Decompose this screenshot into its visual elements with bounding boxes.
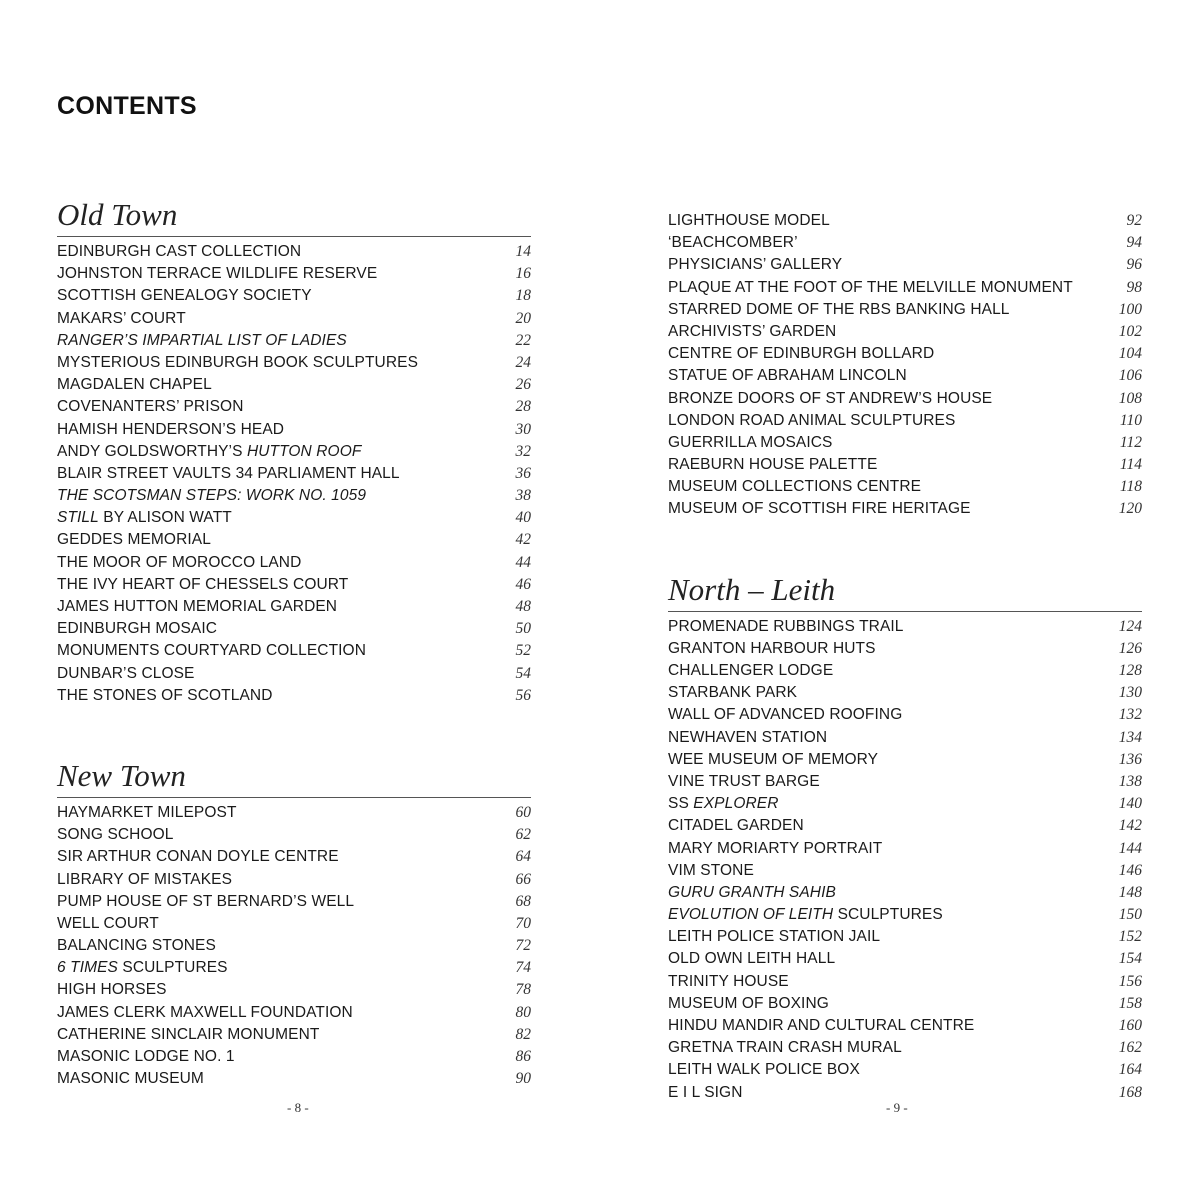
entry-title-text: STILL bbox=[57, 509, 99, 527]
entry-title-text: PLAQUE AT THE FOOT OF THE MELVILLE MONUMENT bbox=[668, 278, 1073, 296]
entry-page-number: 156 bbox=[1118, 972, 1142, 990]
toc-entry[interactable] bbox=[668, 771, 1142, 793]
entry-page-number: 134 bbox=[1118, 728, 1142, 746]
entry-page-number: 28 bbox=[515, 398, 531, 416]
toc-entry[interactable] bbox=[57, 374, 531, 396]
toc-entry[interactable] bbox=[57, 596, 531, 618]
entry-title bbox=[668, 638, 876, 660]
toc-entry[interactable] bbox=[57, 241, 531, 263]
toc-entry[interactable] bbox=[668, 838, 1142, 860]
entry-title bbox=[668, 838, 882, 860]
entry-title-text: WELL COURT bbox=[57, 914, 159, 932]
entry-title-text: THE IVY HEART OF CHESSELS COURT bbox=[57, 575, 349, 593]
toc-entry[interactable] bbox=[668, 343, 1142, 365]
entry-title bbox=[57, 285, 312, 307]
entry-title bbox=[668, 971, 789, 993]
toc-entry[interactable] bbox=[57, 263, 531, 285]
entry-title bbox=[668, 1082, 743, 1104]
entry-title-text: GUERRILLA MOSAICS bbox=[668, 433, 833, 451]
entry-title-text: GRANTON HARBOUR HUTS bbox=[668, 639, 876, 657]
toc-entry[interactable] bbox=[668, 904, 1142, 926]
entry-title bbox=[668, 682, 797, 704]
entry-title bbox=[57, 802, 237, 824]
entry-page-number: 94 bbox=[1126, 234, 1142, 252]
entry-title bbox=[668, 1015, 974, 1037]
entry-title bbox=[668, 365, 907, 387]
toc-entry[interactable] bbox=[57, 935, 531, 957]
entry-title bbox=[668, 232, 798, 254]
entry-title bbox=[668, 948, 835, 970]
entry-page-number: 168 bbox=[1118, 1083, 1142, 1101]
entry-page-number: 54 bbox=[515, 664, 531, 682]
entry-title-text: HINDU MANDIR AND CULTURAL CENTRE bbox=[668, 1017, 975, 1034]
entry-page-number: 38 bbox=[515, 487, 531, 505]
entry-title-text: MASONIC LODGE NO. 1 bbox=[57, 1048, 235, 1065]
entry-title bbox=[57, 463, 400, 485]
toc-entry[interactable] bbox=[57, 485, 531, 507]
entry-title-text: GURU GRANTH SAHIB bbox=[668, 883, 836, 901]
entry-title-text: ARCHIVISTS’ GARDEN bbox=[668, 322, 837, 340]
entry-title bbox=[57, 913, 159, 935]
entry-title bbox=[668, 860, 754, 882]
entry-title-text: THE MOOR OF MOROCCO LAND bbox=[57, 553, 302, 571]
entry-title bbox=[57, 869, 232, 891]
entry-page-number: 154 bbox=[1118, 950, 1142, 968]
entry-title-text: PROMENADE RUBBINGS TRAIL bbox=[668, 617, 904, 635]
toc-entry[interactable] bbox=[668, 388, 1142, 410]
entry-title bbox=[668, 321, 836, 343]
entry-page-number: 132 bbox=[1118, 706, 1142, 724]
entry-title-text: LEITH WALK POLICE BOX bbox=[668, 1061, 860, 1079]
entry-title bbox=[668, 343, 934, 365]
entry-title-text: JOHNSTON TERRACE WILDLIFE RESERVE bbox=[57, 265, 378, 283]
entry-title-text: MAGDALEN CHAPEL bbox=[57, 376, 212, 394]
entry-title bbox=[57, 485, 366, 507]
entry-title bbox=[668, 454, 877, 476]
toc-entry[interactable] bbox=[57, 1024, 531, 1046]
entry-title bbox=[668, 432, 833, 454]
entry-title-text: MARY MORIARTY PORTRAIT bbox=[668, 839, 883, 857]
entry-title bbox=[668, 1059, 860, 1081]
entry-page-number: 108 bbox=[1118, 389, 1142, 407]
entry-title bbox=[668, 727, 827, 749]
entry-title bbox=[668, 476, 921, 498]
toc-entry[interactable] bbox=[668, 1015, 1142, 1037]
toc-entry[interactable] bbox=[668, 476, 1142, 498]
entry-title bbox=[57, 596, 337, 618]
toc-entry[interactable] bbox=[57, 891, 531, 913]
entry-page-number: 106 bbox=[1118, 367, 1142, 385]
entry-page-number: 136 bbox=[1118, 750, 1142, 768]
entry-page-number: 48 bbox=[515, 598, 531, 615]
toc-entry[interactable] bbox=[668, 704, 1142, 726]
toc-entry[interactable] bbox=[668, 299, 1142, 321]
entry-title-text: MAKARS’ COURT bbox=[57, 309, 186, 327]
entry-title-text: SCULPTURES bbox=[833, 906, 943, 924]
toc-section bbox=[668, 210, 1142, 521]
entry-title bbox=[668, 904, 943, 926]
entry-page-number: 118 bbox=[1119, 478, 1142, 496]
toc-entry[interactable] bbox=[57, 552, 531, 574]
entry-title-text: BRONZE DOORS OF ST ANDREW’S HOUSE bbox=[668, 389, 993, 407]
toc-entry[interactable] bbox=[668, 410, 1142, 432]
toc-entry[interactable] bbox=[668, 432, 1142, 454]
toc-entry[interactable] bbox=[668, 232, 1142, 254]
entry-title-text: EXPLORER bbox=[693, 795, 779, 813]
entry-page-number: 164 bbox=[1118, 1061, 1142, 1079]
entry-title bbox=[57, 441, 361, 463]
entry-title-text: STATUE OF ABRAHAM LINCOLN bbox=[668, 367, 907, 385]
entry-title-text: 6 TIMES bbox=[57, 959, 118, 977]
entry-title-text: MUSEUM COLLECTIONS CENTRE bbox=[668, 478, 922, 496]
section-title: Old Town bbox=[57, 196, 531, 237]
entry-title bbox=[668, 926, 880, 948]
entry-title-text: LIBRARY OF MISTAKES bbox=[57, 870, 233, 888]
entry-title bbox=[57, 507, 232, 529]
entry-title-text: SIR ARTHUR CONAN DOYLE CENTRE bbox=[57, 848, 339, 866]
entry-title-text: BY ALISON WATT bbox=[98, 509, 232, 527]
entry-page-number: 140 bbox=[1118, 795, 1142, 813]
toc-section bbox=[57, 757, 531, 1090]
entry-title-text: MYSTERIOUS EDINBURGH BOOK SCULPTURES bbox=[57, 353, 419, 371]
entry-title bbox=[668, 749, 878, 771]
toc-entry[interactable] bbox=[57, 824, 531, 846]
entry-page-number: 72 bbox=[515, 937, 531, 955]
entry-title-text: MONUMENTS COURTYARD COLLECTION bbox=[57, 642, 367, 660]
toc-entry[interactable] bbox=[57, 308, 531, 330]
entry-page-number: 102 bbox=[1118, 322, 1142, 340]
toc-entry[interactable] bbox=[668, 660, 1142, 682]
entry-title bbox=[668, 388, 992, 410]
toc-entry[interactable] bbox=[668, 365, 1142, 387]
entry-title-text: SONG SCHOOL bbox=[57, 826, 174, 844]
entry-title-text: STARRED DOME OF THE RBS BANKING HALL bbox=[668, 300, 1010, 318]
entry-title-text: ANDY GOLDSWORTHY’S bbox=[57, 442, 247, 460]
toc-entry[interactable] bbox=[57, 913, 531, 935]
entry-title bbox=[57, 374, 212, 396]
entry-page-number: 64 bbox=[515, 848, 531, 866]
entry-title bbox=[57, 846, 339, 868]
entry-page-number: 90 bbox=[515, 1070, 531, 1088]
entry-title-text: VINE TRUST BARGE bbox=[668, 772, 820, 790]
entry-title-text: DUNBAR’S CLOSE bbox=[57, 664, 195, 682]
entry-page-number: 68 bbox=[515, 892, 531, 910]
entry-page-number: 18 bbox=[515, 287, 531, 305]
entry-title bbox=[57, 529, 211, 551]
toc-entry[interactable] bbox=[668, 971, 1142, 993]
toc-entry[interactable] bbox=[57, 529, 531, 551]
toc-entry[interactable] bbox=[668, 993, 1142, 1015]
entry-page-number: 36 bbox=[515, 464, 531, 482]
entry-page-number: 60 bbox=[515, 803, 531, 821]
entry-page-number: 120 bbox=[1118, 500, 1142, 518]
toc-entry[interactable] bbox=[57, 396, 531, 418]
page-number-left: - 8 - bbox=[287, 1100, 309, 1115]
entry-title bbox=[57, 891, 354, 913]
toc-entry[interactable] bbox=[57, 846, 531, 868]
entry-title bbox=[668, 993, 829, 1015]
toc-entry[interactable] bbox=[57, 352, 531, 374]
entry-title bbox=[668, 704, 902, 726]
entry-title-text: MASONIC MUSEUM bbox=[57, 1070, 204, 1088]
toc-entry[interactable] bbox=[668, 926, 1142, 948]
toc-entry[interactable] bbox=[57, 957, 531, 979]
entry-page-number: 86 bbox=[515, 1048, 531, 1065]
entry-page-number: 98 bbox=[1126, 278, 1142, 296]
entry-title-text: ‘BEACHCOMBER’ bbox=[668, 234, 798, 252]
entry-page-number: 148 bbox=[1118, 883, 1142, 901]
entry-page-number: 22 bbox=[515, 331, 531, 349]
entry-title-text: CENTRE OF EDINBURGH BOLLARD bbox=[668, 345, 935, 363]
entry-title bbox=[57, 419, 284, 441]
entry-page-number: 160 bbox=[1118, 1017, 1142, 1034]
toc-entry[interactable] bbox=[57, 330, 531, 352]
entry-title bbox=[57, 1002, 353, 1024]
toc-entry[interactable] bbox=[668, 321, 1142, 343]
entry-title-text: GEDDES MEMORIAL bbox=[57, 531, 211, 549]
entry-title-text: HAMISH HENDERSON’S HEAD bbox=[57, 420, 285, 438]
entry-title bbox=[57, 241, 301, 263]
toc-entry[interactable] bbox=[668, 815, 1142, 837]
entry-title-text: PUMP HOUSE OF ST BERNARD’S WELL bbox=[57, 892, 355, 910]
entry-page-number: 78 bbox=[515, 981, 531, 999]
toc-entry[interactable] bbox=[668, 749, 1142, 771]
toc-entry[interactable] bbox=[57, 1068, 531, 1090]
entry-title-text: SCULPTURES bbox=[118, 959, 228, 977]
entry-title-text: MUSEUM OF BOXING bbox=[668, 994, 829, 1012]
entry-page-number: 142 bbox=[1118, 817, 1142, 835]
toc-entry[interactable] bbox=[668, 727, 1142, 749]
toc-section bbox=[57, 196, 531, 707]
entry-title bbox=[668, 882, 836, 904]
entry-page-number: 130 bbox=[1118, 684, 1142, 702]
entry-title bbox=[57, 685, 273, 707]
entry-page-number: 104 bbox=[1118, 345, 1142, 363]
entry-page-number: 30 bbox=[515, 420, 531, 438]
toc-entry[interactable] bbox=[57, 869, 531, 891]
toc-entry[interactable] bbox=[668, 277, 1142, 299]
entry-title bbox=[668, 254, 842, 276]
entry-page-number: 96 bbox=[1126, 256, 1142, 274]
entry-page-number: 16 bbox=[515, 265, 531, 283]
entry-title-text: THE STONES OF SCOTLAND bbox=[57, 686, 273, 704]
entry-page-number: 52 bbox=[515, 642, 531, 660]
entry-title-text: WALL OF ADVANCED ROOFING bbox=[668, 706, 903, 724]
entry-title bbox=[668, 210, 830, 232]
entry-title-text: EDINBURGH MOSAIC bbox=[57, 620, 218, 638]
section-title: North – Leith bbox=[668, 571, 1142, 612]
entry-title-text: BLAIR STREET VAULTS 34 PARLIAMENT HALL bbox=[57, 464, 400, 482]
right-column bbox=[668, 210, 1142, 1154]
toc-entry[interactable] bbox=[57, 574, 531, 596]
entry-page-number: 46 bbox=[515, 575, 531, 593]
toc-entry[interactable] bbox=[668, 210, 1142, 232]
entry-title bbox=[57, 263, 377, 285]
entry-title-text: LEITH POLICE STATION JAIL bbox=[668, 928, 881, 946]
toc-entry[interactable] bbox=[57, 979, 531, 1001]
entry-page-number: 62 bbox=[515, 826, 531, 844]
toc-entry[interactable] bbox=[57, 640, 531, 662]
entry-title-text: RAEBURN HOUSE PALETTE bbox=[668, 456, 878, 474]
toc-entry[interactable] bbox=[668, 616, 1142, 638]
entry-title-text: GRETNA TRAIN CRASH MURAL bbox=[668, 1039, 902, 1057]
entry-page-number: 138 bbox=[1118, 772, 1142, 790]
entry-title-text: VIM STONE bbox=[668, 861, 754, 879]
entry-title bbox=[57, 574, 348, 596]
entry-title bbox=[57, 396, 244, 418]
entry-page-number: 158 bbox=[1118, 994, 1142, 1012]
entry-page-number: 66 bbox=[515, 870, 531, 888]
entry-title-text: EDINBURGH CAST COLLECTION bbox=[57, 243, 302, 260]
entry-title bbox=[668, 616, 904, 638]
entry-title bbox=[668, 299, 1010, 321]
entry-title bbox=[668, 793, 779, 815]
entry-title-text: LIGHTHOUSE MODEL bbox=[668, 212, 830, 229]
entry-title bbox=[668, 1037, 902, 1059]
entry-title bbox=[57, 1046, 235, 1068]
entry-page-number: 110 bbox=[1119, 411, 1142, 429]
entry-title-text: SCOTTISH GENEALOGY SOCIETY bbox=[57, 287, 312, 305]
toc-entry[interactable] bbox=[57, 1046, 531, 1068]
entry-title-text: SS bbox=[668, 795, 694, 813]
entry-title-text: JAMES CLERK MAXWELL FOUNDATION bbox=[57, 1003, 353, 1021]
entry-title bbox=[57, 552, 301, 574]
entry-title bbox=[668, 277, 1073, 299]
toc-entry[interactable] bbox=[57, 1002, 531, 1024]
toc-entry[interactable] bbox=[668, 682, 1142, 704]
toc-entry[interactable] bbox=[668, 454, 1142, 476]
toc-section bbox=[668, 571, 1142, 1104]
section-title: New Town bbox=[57, 757, 531, 798]
entry-page-number: 92 bbox=[1126, 212, 1142, 229]
entry-title-text: CHALLENGER LODGE bbox=[668, 662, 834, 679]
entry-title-text: THE SCOTSMAN STEPS: WORK NO. 1059 bbox=[57, 487, 367, 505]
entry-title bbox=[668, 815, 804, 837]
entry-page-number: 70 bbox=[515, 914, 531, 932]
entry-page-number: 42 bbox=[515, 531, 531, 549]
entry-title bbox=[57, 640, 366, 662]
contents-heading: CONTENTS bbox=[57, 92, 197, 120]
entry-title-text: NEWHAVEN STATION bbox=[668, 728, 828, 746]
entry-title bbox=[57, 957, 228, 979]
left-column bbox=[57, 196, 531, 1140]
entry-title bbox=[668, 498, 971, 520]
entry-title-text: E I L SIGN bbox=[668, 1083, 743, 1101]
entry-page-number: 82 bbox=[515, 1025, 531, 1043]
entry-page-number: 50 bbox=[515, 620, 531, 638]
entry-title-text: STARBANK PARK bbox=[668, 684, 798, 702]
entry-title-text: HUTTON ROOF bbox=[246, 442, 362, 460]
entry-title-text: PHYSICIANS’ GALLERY bbox=[668, 256, 843, 274]
entry-page-number: 114 bbox=[1119, 456, 1142, 474]
entry-page-number: 126 bbox=[1118, 639, 1142, 657]
entry-page-number: 32 bbox=[515, 442, 531, 460]
entry-title bbox=[57, 979, 167, 1001]
entry-title-text: RANGER’S IMPARTIAL LIST OF LADIES bbox=[57, 331, 347, 349]
page-number-right: - 9 - bbox=[886, 1100, 908, 1115]
entry-title bbox=[57, 824, 174, 846]
entry-page-number: 152 bbox=[1118, 928, 1142, 946]
toc-entry[interactable] bbox=[668, 1059, 1142, 1081]
toc-entry[interactable] bbox=[668, 638, 1142, 660]
entry-title bbox=[57, 618, 217, 640]
entry-title bbox=[668, 771, 820, 793]
entry-title bbox=[57, 352, 418, 374]
entry-title bbox=[57, 935, 216, 957]
entry-page-number: 40 bbox=[515, 509, 531, 527]
toc-entry[interactable] bbox=[57, 685, 531, 707]
entry-title bbox=[668, 660, 833, 682]
entry-page-number: 20 bbox=[515, 309, 531, 327]
entry-title-text: CATHERINE SINCLAIR MONUMENT bbox=[57, 1025, 320, 1043]
entry-title bbox=[57, 663, 195, 685]
toc-entry[interactable] bbox=[668, 1037, 1142, 1059]
entry-title-text: EVOLUTION OF LEITH bbox=[668, 906, 834, 924]
entry-page-number: 162 bbox=[1118, 1039, 1142, 1057]
toc-entry[interactable] bbox=[57, 663, 531, 685]
entry-title bbox=[57, 330, 347, 352]
toc-entry[interactable] bbox=[668, 793, 1142, 815]
entry-page-number: 146 bbox=[1118, 861, 1142, 879]
toc-entry[interactable] bbox=[57, 419, 531, 441]
toc-entry[interactable] bbox=[57, 802, 531, 824]
entry-page-number: 14 bbox=[515, 243, 531, 260]
entry-title bbox=[668, 410, 955, 432]
entry-title bbox=[57, 1024, 319, 1046]
toc-entry[interactable] bbox=[668, 948, 1142, 970]
entry-page-number: 26 bbox=[515, 376, 531, 394]
entry-title-text: JAMES HUTTON MEMORIAL GARDEN bbox=[57, 598, 338, 615]
toc-entry[interactable] bbox=[668, 860, 1142, 882]
entry-title bbox=[57, 308, 186, 330]
entry-title bbox=[57, 1068, 204, 1090]
toc-entry[interactable] bbox=[57, 285, 531, 307]
entry-title-text: MUSEUM OF SCOTTISH FIRE HERITAGE bbox=[668, 500, 971, 518]
toc-entry[interactable] bbox=[57, 463, 531, 485]
entry-page-number: 150 bbox=[1118, 906, 1142, 924]
entry-title-text: CITADEL GARDEN bbox=[668, 817, 804, 835]
entry-title-text: LONDON ROAD ANIMAL SCULPTURES bbox=[668, 411, 956, 429]
entry-title-text: WEE MUSEUM OF MEMORY bbox=[668, 750, 879, 768]
toc-entry[interactable] bbox=[57, 507, 531, 529]
entry-page-number: 44 bbox=[515, 553, 531, 571]
entry-page-number: 128 bbox=[1118, 662, 1142, 679]
toc-entry[interactable] bbox=[57, 441, 531, 463]
entry-title-text: BALANCING STONES bbox=[57, 937, 216, 955]
entry-page-number: 112 bbox=[1119, 433, 1142, 451]
entry-page-number: 100 bbox=[1118, 300, 1142, 318]
entry-page-number: 80 bbox=[515, 1003, 531, 1021]
entry-title-text: HAYMARKET MILEPOST bbox=[57, 803, 237, 821]
toc-entry[interactable] bbox=[668, 882, 1142, 904]
entry-title-text: OLD OWN LEITH HALL bbox=[668, 950, 836, 968]
entry-page-number: 56 bbox=[515, 686, 531, 704]
entry-page-number: 24 bbox=[515, 353, 531, 371]
entry-page-number: 144 bbox=[1118, 839, 1142, 857]
toc-entry[interactable] bbox=[57, 618, 531, 640]
entry-page-number: 74 bbox=[515, 959, 531, 977]
entry-title-text: TRINITY HOUSE bbox=[668, 972, 789, 990]
entry-title-text: COVENANTERS’ PRISON bbox=[57, 398, 244, 416]
entry-page-number: 124 bbox=[1118, 617, 1142, 635]
toc-entry[interactable] bbox=[668, 254, 1142, 276]
entry-title-text: HIGH HORSES bbox=[57, 981, 167, 999]
toc-entry[interactable] bbox=[668, 498, 1142, 520]
